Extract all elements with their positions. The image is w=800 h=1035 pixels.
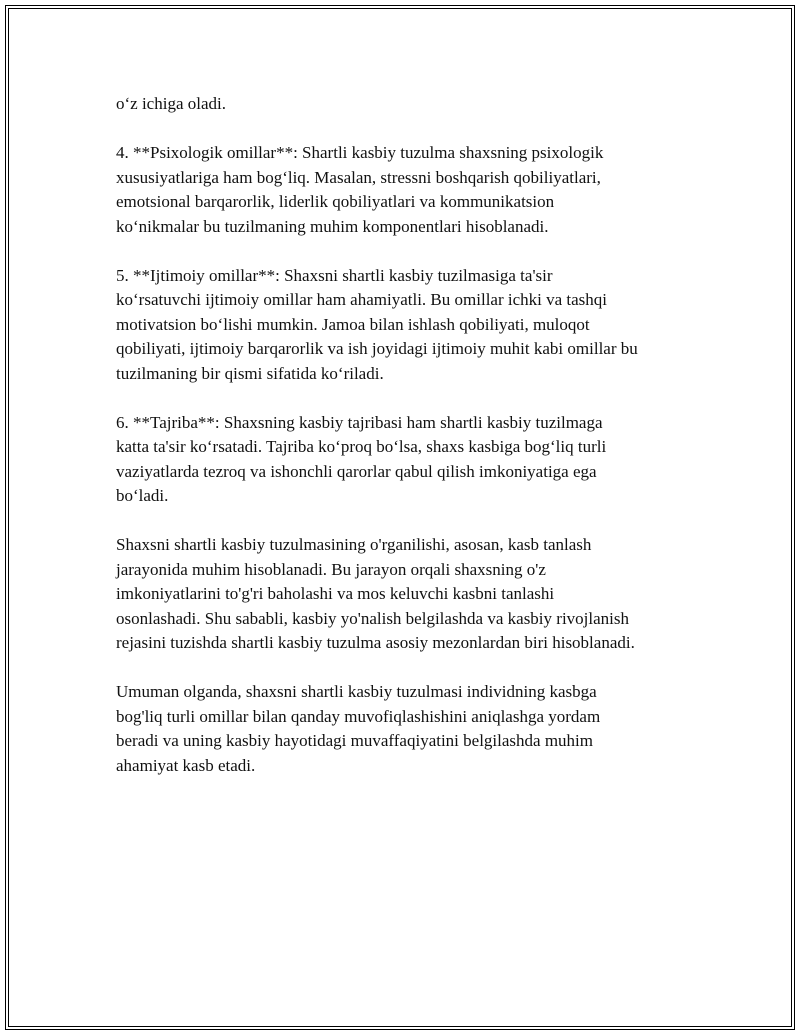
text-line: vaziyatlarda tezroq va ishonchli qarorlar qabul qilish imkoniyatiga ega bbox=[116, 461, 597, 481]
text-line: bog'liq turli omillar bilan qanday muvofiqlashishini aniqlashga yordam bbox=[116, 706, 601, 726]
text-line: rejasini tuzishda shartli kasbiy tuzulma asosiy mezonlardan biri hisoblanadi. bbox=[116, 633, 635, 652]
text-line: Umuman olganda, shaxsni shartli kasbiy tuzulmasi individning kasbga bbox=[116, 682, 597, 701]
text-line: imkoniyatlarini to'g'ri baholashi va mos keluvchi kasbni tanlashi bbox=[116, 584, 555, 603]
paragraph-conclusion bbox=[116, 680, 706, 778]
text-line: xususiyatlariga ham bog‘liq. Masalan, stressni boshqarish qobiliyatlari, bbox=[116, 167, 601, 187]
text-line: 4. **Psixologik omillar**: Shartli kasbiy tuzulma shaxsning psixologik bbox=[116, 143, 604, 162]
paragraph-continuation bbox=[116, 92, 706, 117]
text-line: motivatsion bo‘lishi mumkin. Jamoa bilan ishlash qobiliyati, muloqot bbox=[116, 314, 590, 334]
text-line: Shaxsni shartli kasbiy tuzulmasining o'rganilishi, asosan, kasb tanlash bbox=[116, 535, 592, 554]
paragraph-ijtimoiy-omillar bbox=[116, 264, 706, 387]
text-line: jarayonida muhim hisoblanadi. Bu jarayon orqali shaxsning o'z bbox=[116, 559, 546, 579]
text-line: osonlashadi. Shu sababli, kasbiy yo'nalish belgilashda va kasbiy rivojlanish bbox=[116, 608, 629, 628]
text-line: ko‘rsatuvchi ijtimoiy omillar ham ahamiyatli. Bu omillar ichki va tashqi bbox=[116, 290, 608, 309]
paragraph-psixologik-omillar bbox=[116, 141, 706, 239]
paragraph-tajriba bbox=[116, 411, 706, 509]
text-line: ko‘nikmalar bu tuzilmaning muhim komponentlari hisoblanadi. bbox=[116, 216, 549, 236]
text-line: 5. **Ijtimoiy omillar**: Shaxsni shartli kasbiy tuzilmasiga ta'sir bbox=[116, 265, 553, 285]
text-line: bo‘ladi. bbox=[116, 486, 169, 505]
text-line: 6. **Tajriba**: Shaxsning kasbiy tajribasi ham shartli kasbiy tuzilmaga bbox=[116, 412, 603, 432]
text-line: tuzilmaning bir qismi sifatida ko‘riladi. bbox=[116, 363, 384, 383]
document-body bbox=[116, 92, 706, 803]
document-page bbox=[5, 5, 795, 1030]
text-line: o‘z ichiga oladi. bbox=[116, 94, 226, 113]
text-line: katta ta'sir ko‘rsatadi. Tajriba ko‘proq bo‘lsa, shaxs kasbiga bog‘liq turli bbox=[116, 437, 607, 456]
text-line: ahamiyat kasb etadi. bbox=[116, 755, 256, 775]
text-line: qobiliyati, ijtimoiy barqarorlik va ish joyidagi ijtimoiy muhit kabi omillar bu bbox=[116, 339, 638, 358]
paragraph-organilishi bbox=[116, 533, 706, 656]
text-line: beradi va uning kasbiy hayotidagi muvaffaqiyatini belgilashda muhim bbox=[116, 731, 593, 750]
text-line: emotsional barqarorlik, liderlik qobiliyatlari va kommunikatsion bbox=[116, 192, 555, 211]
